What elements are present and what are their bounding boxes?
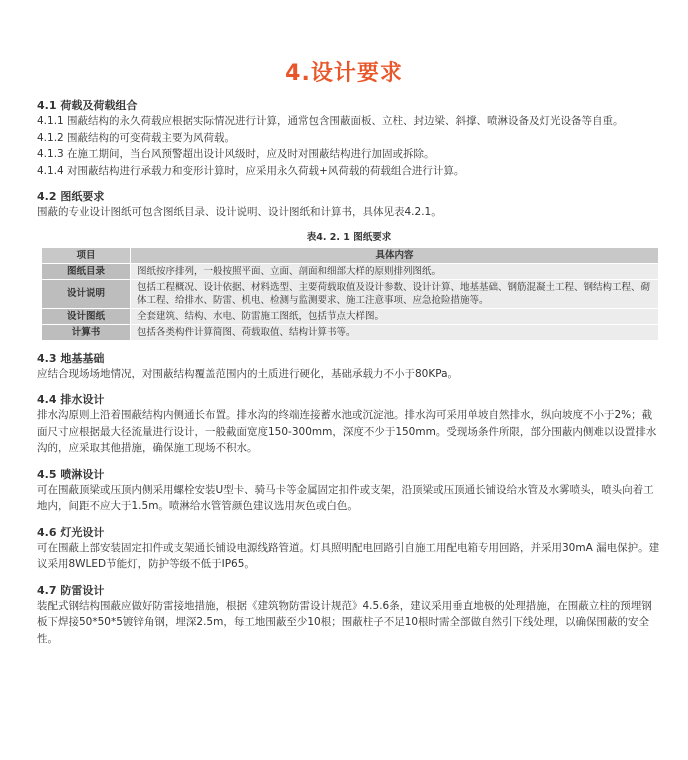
table-row [42, 308, 659, 324]
row-item: 设计说明 [42, 279, 131, 308]
paragraph: 可在围蔽顶梁或压顶内侧采用螺栓安装U型卡、骑马卡等金属固定扣件或支架，沿顶梁或压顶通长铺设给水管及水雾喷头，喷头向着工地内，间距不应大于1.5m。喷淋给水管管颜色建议选用灰色或白色。 [37, 483, 654, 512]
section-heading: 4.3 地基基础 [37, 351, 105, 365]
column-header-content: 具体内容 [131, 247, 659, 263]
paragraph: 4.1.4 对围蔽结构进行承载力和变形计算时，应采用永久荷载+风荷载的荷载组合进行计算。 [37, 164, 465, 177]
section-4-6 [37, 525, 661, 573]
row-content: 包括工程概况、设计依据、材料选型、主要荷载取值及设计参数、设计计算、地基基础、钢筋混凝土工程、钢结构工程、砌体工程、给排水、防雷、机电、检测与监测要求、施工注意事项、应急抢险措施等。 [131, 279, 659, 308]
page-title: 4.设计要求 [285, 61, 403, 86]
paragraph: 4.1.1 围蔽结构的永久荷载应根据实际情况进行计算，通常包含围蔽面板、立柱、封边梁、斜撑、喷淋设备及灯光设备等自重。 [37, 115, 624, 127]
section-4-2 [37, 189, 661, 341]
section-heading: 4.5 喷淋设计 [37, 467, 105, 481]
paragraph: 应结合现场场地情况，对围蔽结构覆盖范围内的土质进行硬化，基础承载力不小于80KPa。 [37, 367, 459, 380]
section-4-5 [37, 467, 661, 515]
table-caption: 表4. 2. 1 图纸要求 [306, 231, 392, 243]
table-row [42, 263, 659, 279]
table-row [42, 279, 659, 308]
paragraph: 围蔽的专业设计图纸可包含图纸目录、设计说明、设计图纸和计算书，具体见表4.2.1。 [37, 206, 442, 218]
section-heading: 4.2 图纸要求 [37, 190, 105, 203]
row-content: 图纸按序排列，一般按照平面、立面、剖面和细部大样的原则排列图纸。 [131, 263, 659, 279]
row-item: 图纸目录 [42, 263, 131, 279]
row-item: 设计图纸 [42, 308, 131, 324]
row-item: 计算书 [42, 324, 131, 340]
section-4-3 [37, 351, 661, 383]
section-heading: 4.7 防雷设计 [37, 583, 105, 597]
document-body [37, 98, 661, 647]
row-content: 全套建筑、结构、水电、防雷施工图纸，包括节点大样图。 [131, 308, 659, 324]
paragraph: 可在围蔽上部安装固定扣件或支架通长铺设电源线路管道。灯具照明配电回路引自施工用配电箱专用回路，并采用30mA 漏电保护。建议采用8WLED节能灯，防护等级不低于IP65。 [37, 541, 660, 570]
drawing-requirements-table [41, 247, 659, 341]
section-heading: 4.6 灯光设计 [37, 525, 105, 539]
section-4-1 [37, 98, 661, 179]
section-heading: 4.1 荷载及荷载组合 [37, 99, 138, 112]
table-row [42, 324, 659, 340]
section-heading: 4.4 排水设计 [37, 393, 105, 406]
paragraph: 排水沟原则上沿着围蔽结构内侧通长布置。排水沟的终端连接蓄水池或沉淀池。排水沟可采用单坡自然排水，纵向坡度不小于2%；截面尺寸应根据最大径流量进行设计，一般截面宽度150-300mm，深度不少于150mm。受现场条件所限，部分围蔽内侧难以设置排水沟的，应采取其他措施，确保施工现场不积水。 [37, 409, 657, 454]
paragraph: 4.1.2 围蔽结构的可变荷载主要为风荷载。 [37, 131, 236, 144]
paragraph: 装配式钢结构围蔽应做好防雷接地措施，根据《建筑物防雷设计规范》4.5.6条，建议采用垂直地极的处理措施，在围蔽立柱的预埋钢板下焊接50*50*5镀锌角钢，埋深2.5m，每工地围蔽至少10根；围蔽柱子不足10根时需全部做自然引下线处理，以确保围蔽的安全性。 [37, 599, 652, 645]
row-content: 包括各类构件计算简图、荷载取值、结构计算书等。 [131, 324, 659, 340]
paragraph: 4.1.3 在施工期间，当台风预警超出设计风级时，应及时对围蔽结构进行加固或拆除。 [37, 148, 435, 160]
column-header-item: 项目 [42, 247, 131, 263]
section-4-7 [37, 583, 661, 648]
table-header-row [42, 247, 659, 263]
section-4-4 [37, 392, 661, 457]
